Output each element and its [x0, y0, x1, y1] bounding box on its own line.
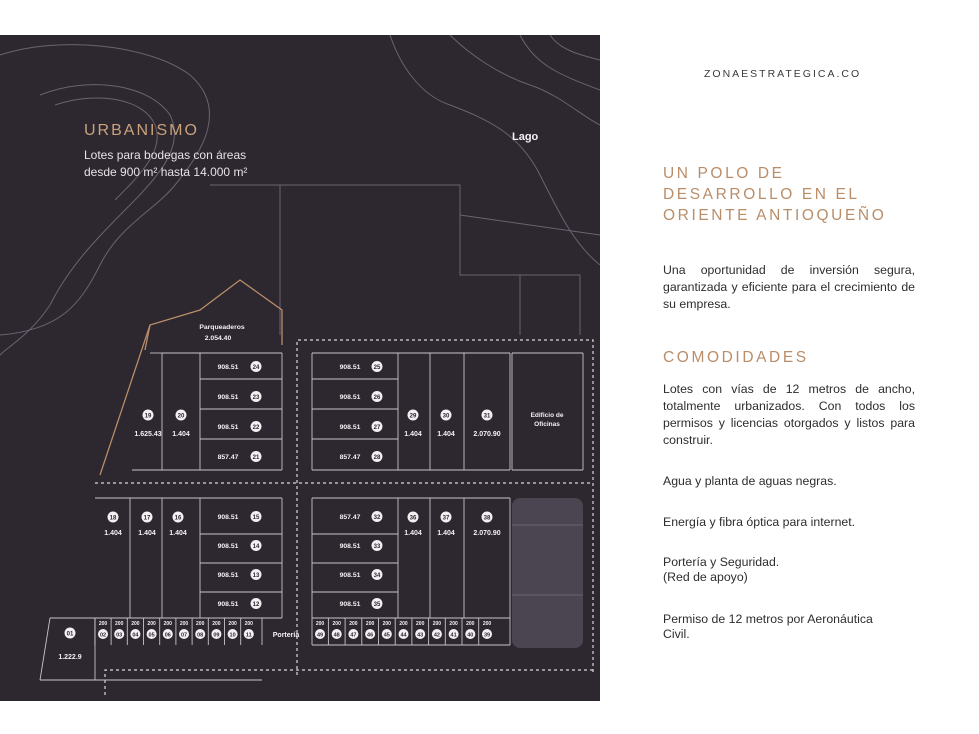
lot-area: 1.404	[404, 431, 422, 438]
lot-number: 03	[116, 632, 123, 639]
lot-number: 15	[252, 514, 260, 521]
map-subtitle-line1: Lotes para bodegas con áreas	[84, 148, 247, 162]
plot-boundary	[210, 185, 520, 335]
lot-number: 36	[409, 515, 417, 522]
lot-area: 908.51	[217, 514, 239, 521]
website-label: ZONAESTRATEGICA.CO	[704, 68, 862, 80]
plot-boundary	[460, 215, 600, 235]
small-lot-area: 200	[416, 621, 425, 627]
lake-label: Lago	[512, 131, 539, 143]
lot-number: 16	[174, 515, 182, 522]
lot-number: 12	[252, 601, 260, 608]
lot-number: 10	[229, 632, 236, 639]
small-lot-area: 200	[228, 621, 237, 627]
feature-permit-line2: Civil.	[663, 627, 690, 641]
lot-number: 08	[197, 632, 204, 639]
lot-number: 46	[367, 632, 374, 639]
lot-area: 908.51	[339, 572, 361, 579]
lot-area: 2.070.90	[473, 530, 501, 537]
lot-number: 13	[252, 572, 260, 579]
lot-area: 908.51	[217, 543, 239, 550]
map-subtitle-line2: desde 900 m² hasta 14.000 m²	[84, 165, 248, 179]
lot-area: 857.47	[339, 454, 361, 461]
lot-number: 34	[373, 572, 381, 579]
lot-number: 49	[316, 632, 324, 639]
small-lot-area: 200	[399, 621, 408, 627]
road-dashed-line	[105, 670, 593, 695]
lot-area: 908.51	[339, 601, 361, 608]
intro-text: Una oportunidad de inversión segura, garantizada y eficiente para el crecimiento de su empresa.	[663, 263, 915, 311]
lot-number: 33	[373, 543, 381, 550]
lot-number: 09	[213, 632, 220, 639]
feature-security-line1: Portería y Seguridad.	[663, 555, 780, 569]
offices-label: Edificio de	[530, 412, 564, 419]
feature-security-line2: (Red de apoyo)	[663, 570, 748, 584]
gate-label: Portería	[272, 632, 300, 639]
lot-number: 35	[373, 601, 381, 608]
info-panel	[600, 35, 979, 701]
lot-number: 02	[99, 632, 107, 639]
lot-area: 1.404	[138, 530, 156, 537]
feature-water: Agua y planta de aguas negras.	[663, 474, 837, 488]
lot-area: 1.404	[437, 431, 455, 438]
small-lot-area: 200	[466, 621, 475, 627]
terrain-contour	[550, 35, 600, 60]
lot-number: 41	[450, 632, 457, 639]
lot-area: 857.47	[217, 454, 239, 461]
lot-number: 21	[252, 454, 260, 461]
lot-number: 19	[144, 413, 152, 420]
lot-number: 23	[252, 394, 260, 401]
lot-number: 26	[373, 394, 381, 401]
lot-number: 27	[373, 424, 381, 431]
lot-number: 29	[409, 413, 417, 420]
lot-number: 32	[373, 514, 381, 521]
lot-number: 39	[483, 632, 491, 639]
lot-area: 1.404	[172, 431, 190, 438]
lot-number: 28	[373, 454, 381, 461]
lot-area: 908.51	[339, 394, 361, 401]
feature-security	[663, 555, 923, 585]
lot-number: 11	[245, 632, 252, 639]
lot-number: 40	[467, 632, 474, 639]
lot-number: 48	[333, 632, 340, 639]
lot-number: 47	[350, 632, 357, 639]
amenities-title: COMODIDADES	[663, 349, 809, 366]
small-lot-area: 200	[98, 621, 108, 627]
offices-label: Oficinas	[534, 421, 560, 428]
small-lot-area: 200	[449, 621, 458, 627]
lot-area: 1.404	[437, 530, 455, 537]
lot-number: 37	[442, 515, 450, 522]
map-title: URBANISMO	[84, 122, 199, 139]
lot-area: 908.51	[217, 572, 239, 579]
lot-number: 20	[177, 413, 185, 420]
terrain-contour	[520, 35, 600, 90]
terrain-contour	[0, 45, 209, 335]
lot-number: 42	[433, 632, 440, 639]
small-lot-area: 200	[315, 621, 325, 627]
small-lot-area: 200	[131, 621, 140, 627]
lot-boundary	[40, 618, 50, 680]
headline-line3: ORIENTE ANTIOQUEÑO	[663, 207, 887, 224]
lot-number: 17	[143, 515, 151, 522]
terrain-contour	[450, 35, 600, 125]
lot-area: 908.51	[339, 364, 361, 371]
lot-number: 30	[442, 413, 450, 420]
small-lot-area: 200	[196, 621, 205, 627]
feature-permit	[663, 612, 923, 642]
headline-line1: UN POLO DE	[663, 165, 785, 182]
plot-boundary	[520, 275, 580, 335]
lot-area: 908.51	[217, 601, 239, 608]
feature-permit-line1: Permiso de 12 metros por Aeronáutica	[663, 612, 873, 626]
small-lot-area: 200	[163, 621, 172, 627]
lot-number: 05	[148, 632, 155, 639]
small-lot-area: 200	[332, 621, 341, 627]
lot-area: 1.625.43	[134, 431, 162, 438]
small-lot-area: 200	[179, 621, 189, 627]
small-lot-area: 200	[382, 621, 391, 627]
small-lot-area: 200	[365, 621, 375, 627]
lot-area: 908.51	[339, 543, 361, 550]
lot-number: 18	[109, 515, 117, 522]
lot-number: 38	[483, 515, 491, 522]
lot-number: 44	[400, 632, 407, 639]
lot-area: 908.51	[217, 394, 239, 401]
small-lot-area: 200	[482, 621, 492, 627]
small-lot-area: 200	[349, 621, 358, 627]
small-lot-area: 200	[432, 621, 442, 627]
parking-label: Parqueaderos	[199, 324, 245, 331]
small-lot-area: 200	[212, 621, 221, 627]
lot-number: 07	[180, 632, 188, 639]
lot-number: 31	[483, 413, 491, 420]
lot-number: 24	[252, 364, 260, 371]
lot-area: 1.222.9	[58, 654, 82, 661]
reserved-block	[512, 498, 583, 648]
lot-number: 43	[417, 632, 424, 639]
lot-area: 908.51	[339, 424, 361, 431]
lot-area: 1.404	[169, 530, 187, 537]
small-lot-area: 200	[244, 621, 253, 627]
lot-area: 908.51	[217, 424, 239, 431]
lot-number: 04	[132, 632, 139, 639]
headline	[663, 163, 963, 226]
feature-energy: Energía y fibra óptica para internet.	[663, 515, 856, 529]
lot-area: 1.404	[404, 530, 422, 537]
site-plan-map	[0, 35, 600, 701]
lot-area: 1.404	[104, 530, 122, 537]
lot-number: 45	[383, 632, 390, 639]
lot-number: 06	[164, 632, 171, 639]
headline-line2: DESARROLLO EN EL	[663, 186, 860, 203]
lot-area: 908.51	[217, 364, 239, 371]
amenities-text: Lotes con vías de 12 metros de ancho, totalmente urbanizados. Con todos los permisos y licencias otorgados y listos para construir.	[663, 382, 915, 447]
small-lot-area: 200	[147, 621, 156, 627]
lot-number: 01	[66, 631, 74, 638]
lot-number: 14	[252, 543, 260, 550]
lot-area: 857.47	[339, 514, 361, 521]
lot-number: 22	[252, 424, 260, 431]
parking-area: 2.054.40	[204, 335, 232, 342]
parking-outline	[100, 280, 282, 475]
small-lot-area: 200	[115, 621, 124, 627]
lot-number: 25	[373, 364, 381, 371]
lot-area: 2.070.90	[473, 431, 501, 438]
